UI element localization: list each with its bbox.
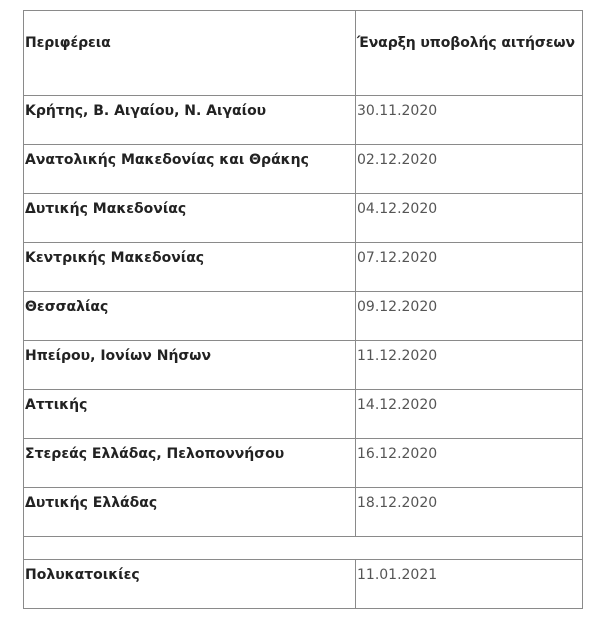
region-name: Αττικής — [25, 397, 88, 413]
region-cell — [24, 560, 356, 609]
start-date: 07.12.2020 — [357, 250, 438, 266]
region-cell — [24, 341, 356, 390]
start-date: 14.12.2020 — [357, 397, 438, 413]
empty-spacer-cell — [24, 537, 583, 560]
table-row — [24, 341, 583, 390]
region-cell — [24, 243, 356, 292]
table-header-row — [24, 11, 583, 96]
region-cell — [24, 145, 356, 194]
date-cell — [356, 439, 583, 488]
table-row-apartment-buildings — [24, 560, 583, 609]
date-cell — [356, 243, 583, 292]
region-name: Δυτικής Ελλάδας — [25, 495, 158, 511]
date-cell — [356, 390, 583, 439]
date-cell — [356, 341, 583, 390]
header-region-label: Περιφέρεια — [25, 35, 111, 51]
region-name: Στερεάς Ελλάδας, Πελοποννήσου — [25, 446, 285, 462]
region-cell — [24, 488, 356, 537]
date-cell — [356, 292, 583, 341]
start-date: 11.01.2021 — [357, 567, 438, 583]
region-name: Κρήτης, Β. Αιγαίου, Ν. Αιγαίου — [25, 103, 267, 119]
region-name: Κεντρικής Μακεδονίας — [25, 250, 205, 266]
start-date: 09.12.2020 — [357, 299, 438, 315]
region-cell — [24, 194, 356, 243]
region-cell — [24, 292, 356, 341]
application-schedule-table — [23, 10, 583, 609]
start-date: 18.12.2020 — [357, 495, 438, 511]
region-cell — [24, 439, 356, 488]
start-date: 11.12.2020 — [357, 348, 438, 364]
region-name: Ανατολικής Μακεδονίας και Θράκης — [25, 152, 309, 168]
table-row — [24, 488, 583, 537]
region-cell — [24, 96, 356, 145]
date-cell — [356, 488, 583, 537]
region-name: Δυτικής Μακεδονίας — [25, 201, 187, 217]
header-cell-start-date — [356, 11, 583, 96]
start-date: 30.11.2020 — [357, 103, 438, 119]
date-cell — [356, 560, 583, 609]
table-row — [24, 439, 583, 488]
table-row — [24, 292, 583, 341]
header-start-date-label: Έναρξη υποβολής αιτήσεων — [357, 35, 575, 51]
region-name: Ηπείρου, Ιονίων Νήσων — [25, 348, 212, 364]
start-date: 02.12.2020 — [357, 152, 438, 168]
region-cell — [24, 390, 356, 439]
table-row — [24, 145, 583, 194]
header-cell-region — [24, 11, 356, 96]
date-cell — [356, 96, 583, 145]
schedule-table-container — [23, 10, 582, 609]
date-cell — [356, 194, 583, 243]
table-row — [24, 243, 583, 292]
region-name: Πολυκατοικίες — [25, 567, 140, 583]
start-date: 16.12.2020 — [357, 446, 438, 462]
table-row — [24, 96, 583, 145]
region-name: Θεσσαλίας — [25, 299, 109, 315]
table-row — [24, 390, 583, 439]
table-row — [24, 194, 583, 243]
empty-spacer-row — [24, 537, 583, 560]
date-cell — [356, 145, 583, 194]
start-date: 04.12.2020 — [357, 201, 438, 217]
